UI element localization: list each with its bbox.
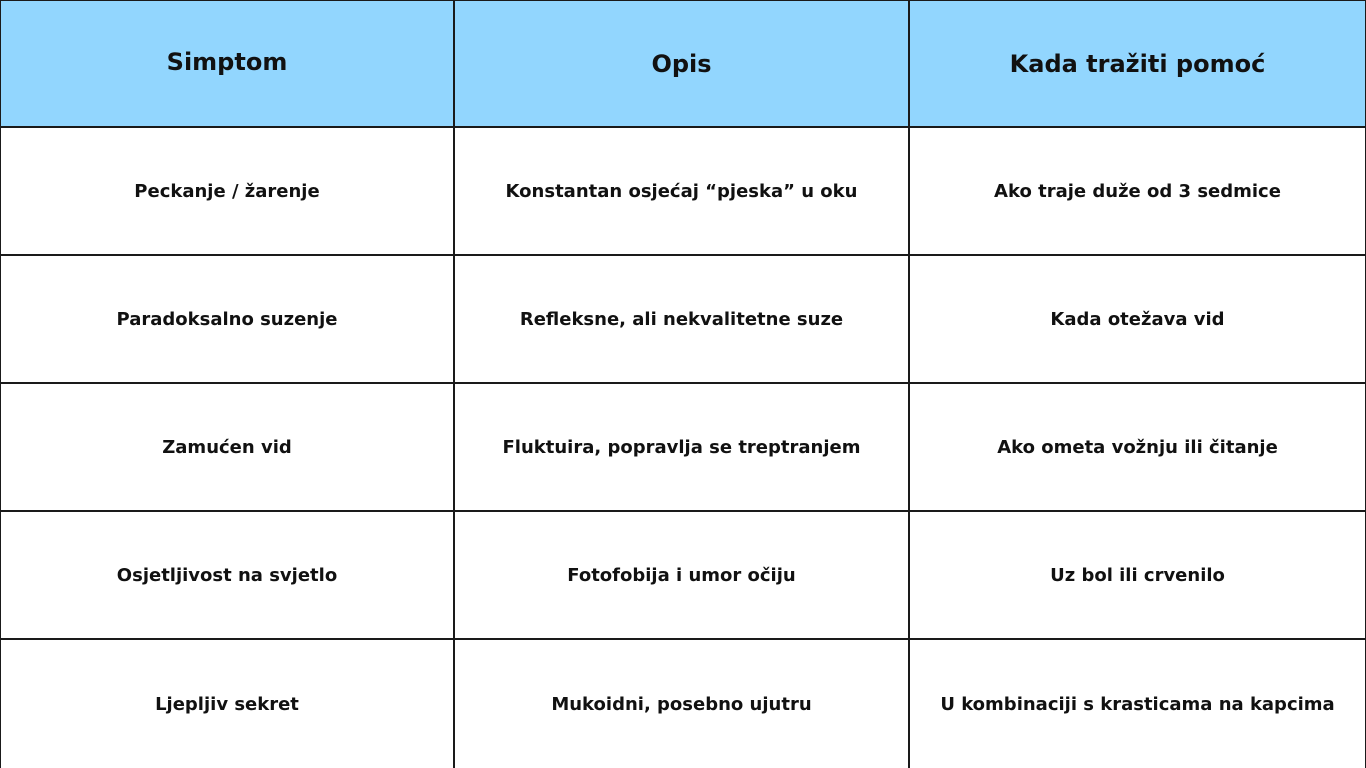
cell-text: Ako traje duže od 3 sedmice <box>994 180 1281 202</box>
table-cell-opis <box>455 512 910 640</box>
cell-text: Refleksne, ali nekvalitetne suze <box>519 308 844 330</box>
table-cell-simptom <box>0 256 455 384</box>
cell-text: Kada otežava vid <box>1050 308 1225 330</box>
header-cell-kada-traziti-pomoc <box>910 0 1366 128</box>
table-cell-opis <box>455 256 910 384</box>
table-cell-simptom <box>0 384 455 512</box>
cell-text: Mukoidni, posebno ujutru <box>551 693 812 715</box>
table-cell-opis <box>455 640 910 768</box>
table-cell-pomoc <box>910 640 1366 768</box>
cell-text: Konstantan osjećaj “pjeska” u oku <box>505 180 858 202</box>
table-cell-pomoc <box>910 384 1366 512</box>
header-cell-opis <box>455 0 910 128</box>
header-label-kada-traziti-pomoc: Kada tražiti pomoć <box>1009 49 1266 78</box>
cell-text: Ljepljiv sekret <box>155 693 299 715</box>
table-cell-pomoc <box>910 512 1366 640</box>
header-cell-simptom <box>0 0 455 128</box>
cell-text: Fluktuira, popravlja se treptranjem <box>502 436 861 458</box>
cell-text: Uz bol ili crvenilo <box>1050 564 1225 586</box>
table-cell-simptom <box>0 128 455 256</box>
cell-text: U kombinaciji s krasticama na kapcima <box>940 693 1335 715</box>
cell-text: Osjetljivost na svjetlo <box>116 564 338 586</box>
cell-text: Zamućen vid <box>162 436 292 458</box>
header-label-simptom: Simptom <box>166 47 288 76</box>
cell-text: Fotofobija i umor očiju <box>567 564 796 586</box>
table-cell-opis <box>455 384 910 512</box>
header-label-opis: Opis <box>651 49 712 78</box>
table-cell-simptom <box>0 512 455 640</box>
cell-text: Ako ometa vožnju ili čitanje <box>997 436 1278 458</box>
table-cell-pomoc <box>910 256 1366 384</box>
table-cell-opis <box>455 128 910 256</box>
table-cell-simptom <box>0 640 455 768</box>
table-cell-pomoc <box>910 128 1366 256</box>
cell-text: Peckanje / žarenje <box>134 180 320 202</box>
cell-text: Paradoksalno suzenje <box>116 308 338 330</box>
